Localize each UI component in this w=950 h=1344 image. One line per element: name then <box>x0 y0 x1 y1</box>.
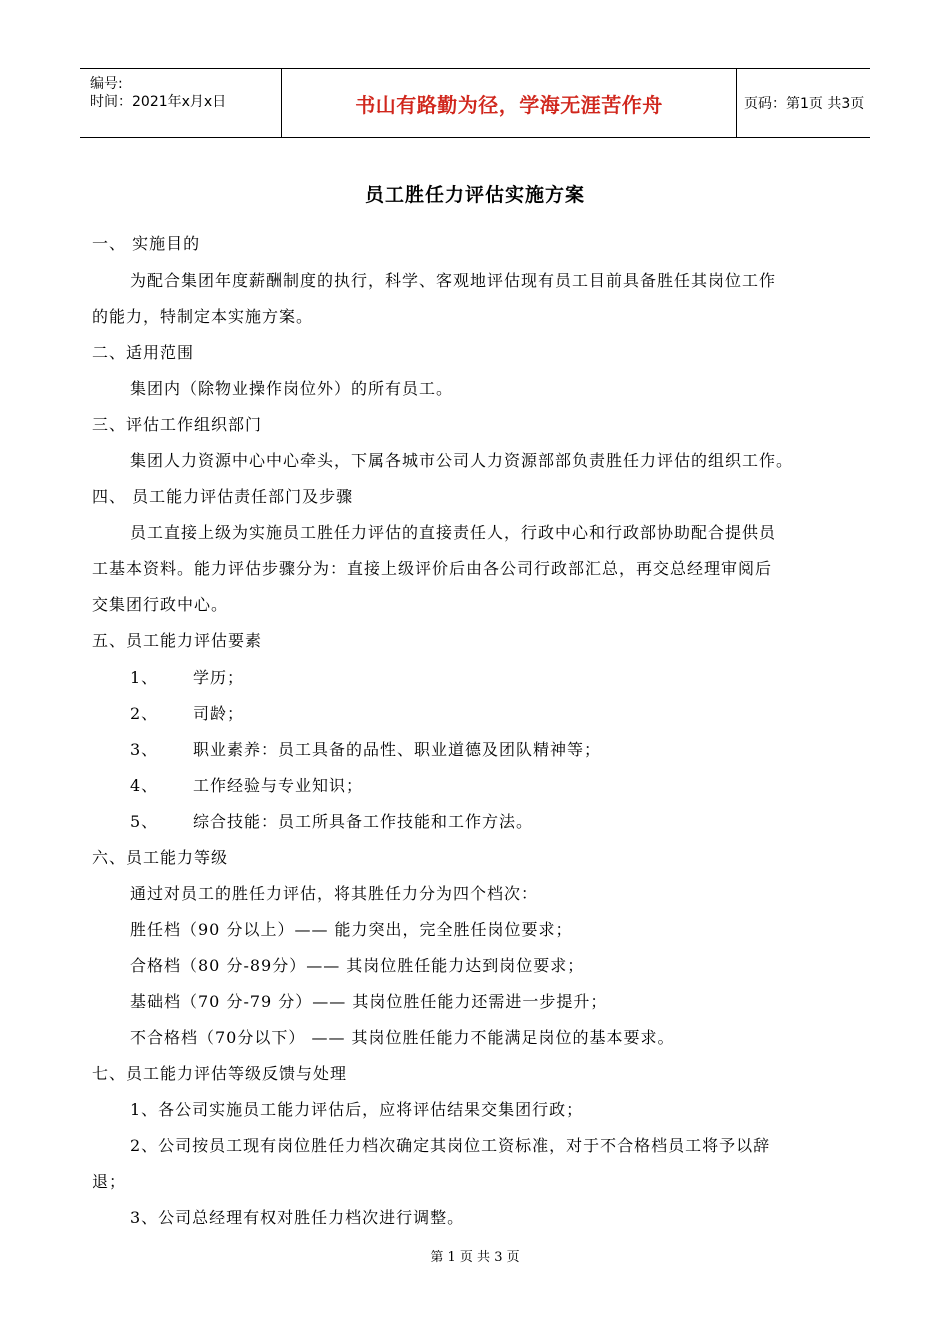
paragraph-line: 员工直接上级为实施员工胜任力评估的直接责任人，行政中心和行政部协助配合提供员 <box>130 523 777 542</box>
section-heading-6: 六、员工能力等级 <box>92 848 229 867</box>
section-heading-3: 三、评估工作组织部门 <box>92 415 263 434</box>
list-item-number: 5、 <box>130 812 159 831</box>
paragraph-line: 为配合集团年度薪酬制度的执行，科学、客观地评估现有员工目前具备胜任其岗位工作 <box>130 271 777 290</box>
list-item-number: 3、 <box>130 740 159 759</box>
level-item: 合格档（80 分-89分）—— 其岗位胜任能力达到岗位要求； <box>130 956 585 975</box>
list-item: 综合技能：员工所具备工作技能和工作方法。 <box>193 812 534 831</box>
serial-label: 编号: <box>90 76 123 92</box>
paragraph-line: 交集团行政中心。 <box>92 595 229 614</box>
paragraph-line: 2、公司按员工现有岗位胜任力档次确定其岗位工资标准，对于不合格档员工将予以辞 <box>130 1136 771 1155</box>
level-item: 基础档（70 分-79 分）—— 其岗位胜任能力还需进一步提升； <box>130 992 608 1011</box>
section-heading-4: 四、 员工能力评估责任部门及步骤 <box>92 487 354 506</box>
page-footer: 第 1 页 共 3 页 <box>430 1250 520 1265</box>
list-item: 工作经验与专业知识； <box>193 776 364 795</box>
level-item: 不合格档（70分以下） —— 其岗位胜任能力不能满足岗位的基本要求。 <box>130 1028 675 1047</box>
paragraph-line: 退； <box>92 1172 127 1191</box>
time-label: 时间：2021年x月x日 <box>90 94 227 110</box>
paragraph-line: 集团人力资源中心中心牵头，下属各城市公司人力资源部部负责胜任力评估的组织工作。 <box>130 451 794 470</box>
list-item-number: 4、 <box>130 776 159 795</box>
paragraph-line: 1、各公司实施员工能力评估后，应将评估结果交集团行政； <box>130 1100 584 1119</box>
section-heading-7: 七、员工能力评估等级反馈与处理 <box>92 1064 348 1083</box>
section-heading-5: 五、员工能力评估要素 <box>92 631 263 650</box>
page-info-text: 页码：第1页 共3页 <box>744 96 865 112</box>
paragraph-line: 的能力，特制定本实施方案。 <box>92 307 314 326</box>
list-item-number: 1、 <box>130 668 159 687</box>
list-item-number: 2、 <box>130 704 159 723</box>
list-item: 司龄； <box>193 704 245 723</box>
header-page-info <box>736 69 870 137</box>
paragraph-line: 工基本资料。能力评估步骤分为：直接上级评价后由各公司行政部汇总，再交总经理审阅后 <box>92 559 773 578</box>
document-title: 员工胜任力评估实施方案 <box>364 184 585 206</box>
paragraph-line: 3、公司总经理有权对胜任力档次进行调整。 <box>130 1208 465 1227</box>
page-header <box>80 68 870 138</box>
paragraph-line: 通过对员工的胜任力评估，将其胜任力分为四个档次： <box>130 884 539 903</box>
level-item: 胜任档（90 分以上）—— 能力突出，完全胜任岗位要求； <box>130 920 573 939</box>
paragraph-line: 集团内（除物业操作岗位外）的所有员工。 <box>130 379 454 398</box>
list-item: 学历； <box>193 668 245 687</box>
section-heading-1: 一、 实施目的 <box>92 234 201 253</box>
header-meta <box>80 69 280 137</box>
section-heading-2: 二、适用范围 <box>92 343 195 362</box>
list-item: 职业素养：员工具备的品性、职业道德及团队精神等； <box>193 740 602 759</box>
header-motto: 书山有路勤为径，学海无涯苦作舟 <box>281 69 737 137</box>
